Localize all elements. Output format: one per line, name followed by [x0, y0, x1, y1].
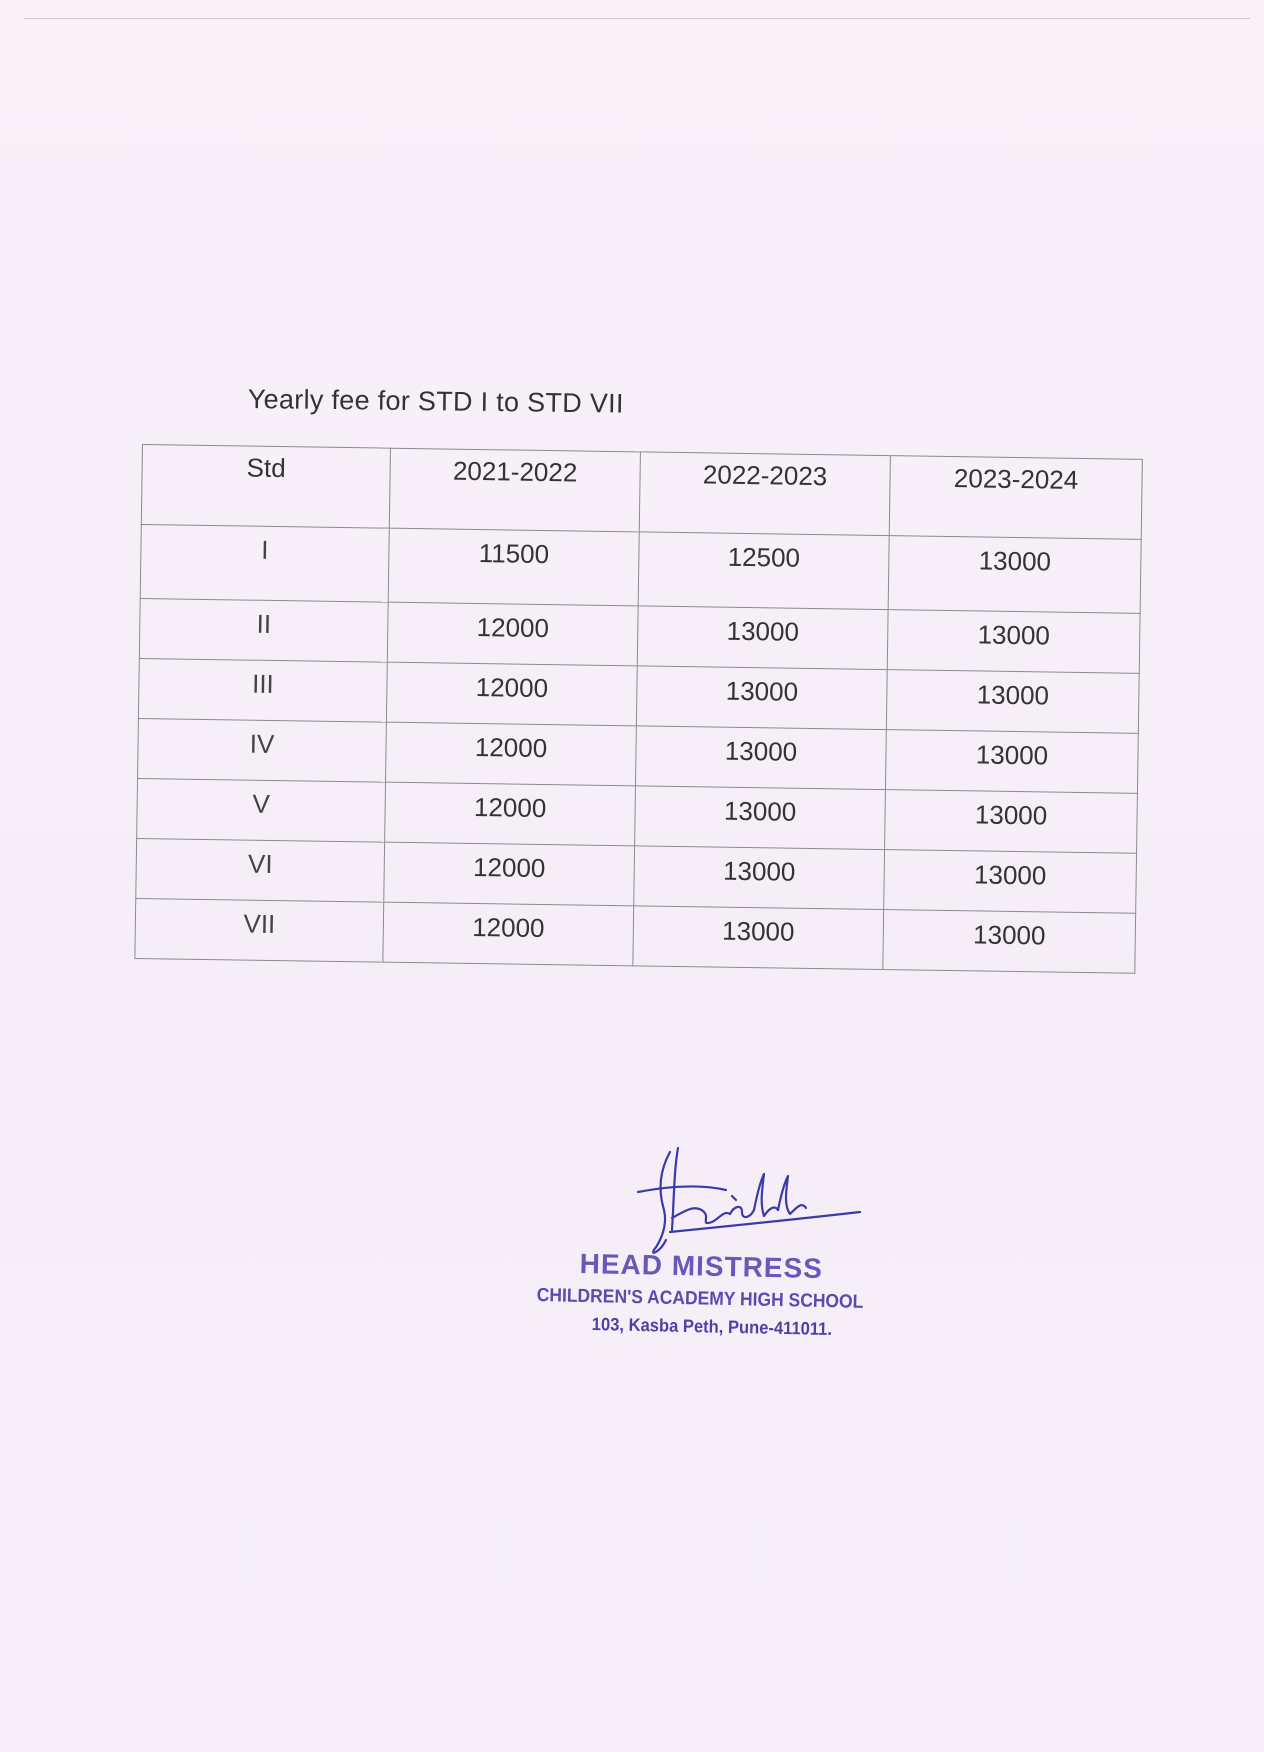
- fee-cell: 13000: [884, 850, 1137, 914]
- fee-cell: 12500: [638, 532, 889, 610]
- std-cell: VII: [135, 898, 384, 962]
- fee-cell: 13000: [883, 910, 1136, 974]
- signature-stamp-block: [530, 1140, 910, 1340]
- fee-cell: 13000: [636, 666, 887, 730]
- std-cell: II: [139, 598, 388, 662]
- stamp-address: 103, Kasba Peth, Pune-411011.: [591, 1314, 833, 1340]
- fee-cell: 12000: [386, 722, 637, 786]
- fee-cell: 12000: [385, 782, 636, 846]
- column-header-2023-2024: 2023-2024: [889, 456, 1142, 540]
- fee-cell: 13000: [634, 846, 885, 910]
- fee-cell: 12000: [387, 602, 638, 666]
- fee-cell: 11500: [388, 528, 639, 606]
- fee-cell: 12000: [384, 842, 635, 906]
- fee-cell: 13000: [885, 730, 1138, 794]
- fee-cell: 13000: [885, 790, 1138, 854]
- fee-cell: 13000: [635, 786, 886, 850]
- fee-cell: 13000: [886, 670, 1139, 734]
- std-cell: III: [138, 658, 387, 722]
- fee-table-container: [134, 444, 1142, 974]
- fee-cell: 13000: [637, 606, 888, 670]
- column-header-std: Std: [141, 445, 390, 529]
- fee-cell: 13000: [888, 536, 1141, 614]
- column-header-2021-2022: 2021-2022: [389, 448, 640, 532]
- fee-cell: 12000: [383, 902, 634, 966]
- std-cell: IV: [138, 718, 387, 782]
- stamp-school-name: CHILDREN'S ACADEMY HIGH SCHOOL: [536, 1285, 864, 1313]
- document-title: Yearly fee for STD I to STD VII: [247, 384, 624, 419]
- fee-cell: 13000: [635, 726, 886, 790]
- stamp-title: HEAD MISTRESS: [579, 1248, 824, 1285]
- table-header-row: [141, 445, 1142, 540]
- fee-cell: 13000: [887, 610, 1140, 674]
- fee-table: [134, 444, 1143, 974]
- std-cell: I: [140, 524, 389, 602]
- fee-cell: 12000: [386, 662, 637, 726]
- signature-icon: [630, 1140, 870, 1260]
- column-header-2022-2023: 2022-2023: [639, 452, 890, 536]
- fee-cell: 13000: [633, 906, 884, 970]
- std-cell: V: [137, 778, 386, 842]
- std-cell: VI: [136, 838, 385, 902]
- page-top-edge: [24, 18, 1250, 19]
